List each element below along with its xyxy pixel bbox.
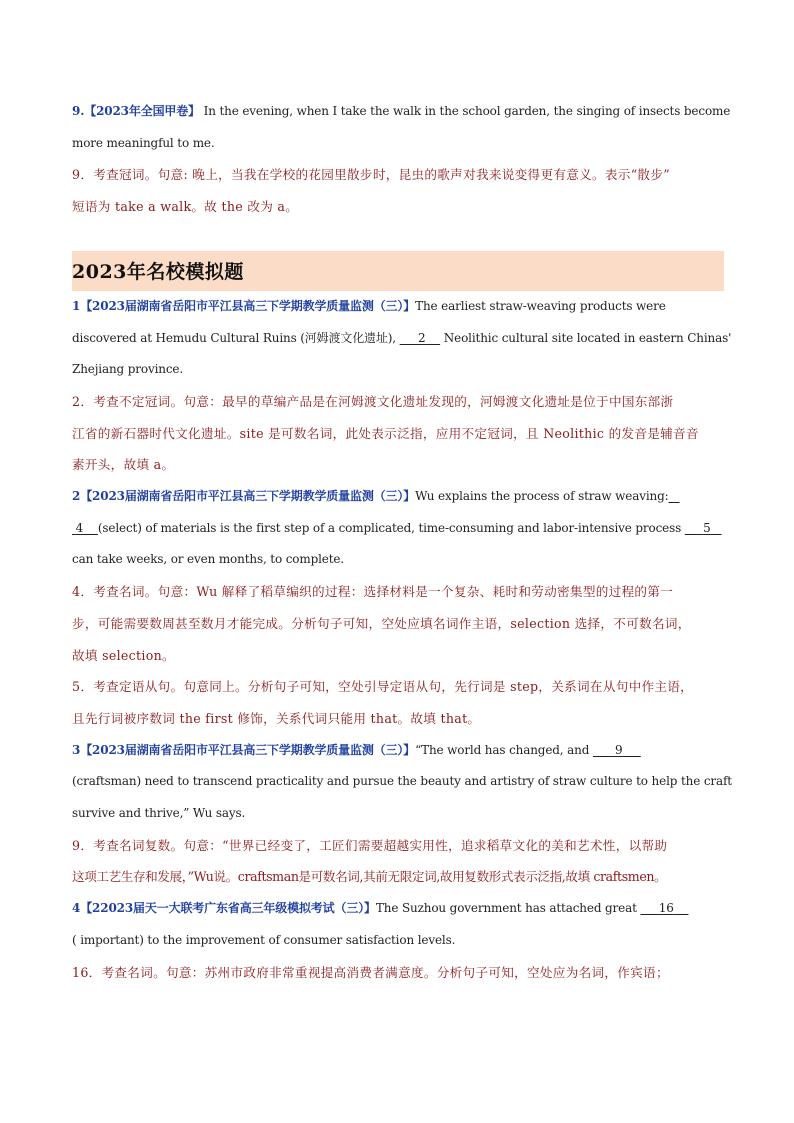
question-text: “The world has changed, and (415, 742, 590, 757)
question-text: Wu explains the process of straw weaving: (415, 489, 669, 504)
answer-blank: 16 (658, 901, 674, 916)
question-text: Neolithic cultural site located in eastern Chinas' (440, 330, 732, 345)
question-source: 1【2023届湖南省岳阳市平江县高三下学期教学质量监测（三）】 (72, 298, 416, 313)
question-3-line-3: survive and thrive,” Wu says. (72, 806, 246, 821)
question-1-line-1 (72, 291, 724, 323)
question-source: 9.【2023年全国甲卷】 (72, 104, 200, 118)
document-page (72, 96, 732, 988)
answer-4-line-1: 4．考查名词。句意：Wu 解释了稻草编织的过程：选择材料是一个复杂、耗时和劳动密集型的过程的第一 (72, 584, 674, 600)
question-source: 4【22023届天一大联考广东省高三年级模拟考试（三）】 (72, 901, 376, 916)
answer-blank: 4 (75, 520, 84, 535)
section-banner (72, 251, 724, 291)
answer-9b-line-1: 9．考查名词复数。句意：“世界已经变了，工匠们需要超越实用性，追求稻草文化的美和艺术性，以帮助 (72, 837, 668, 853)
question-text: The Suzhou government has attached great (375, 901, 637, 916)
answer-4-line-2: 步，可能需要数周甚至数月才能完成。分析句子可知，空处应填名词作主语，selection 选择，不可数名词， (72, 615, 691, 631)
question-3-line-1 (72, 735, 724, 767)
question-text: The earliest straw-weaving products were (415, 298, 666, 313)
question-9-line-1 (72, 96, 731, 128)
answer-2-line-2: 江省的新石器时代文化遗址。site 是可数名词，此处表示泛指，应用不定冠词，且 Neolithic 的发音是辅音音 (72, 425, 699, 441)
answer-16-line-1: 16．考查名词。句意：苏州市政府非常重视提高消费者满意度。分析句子可知，空处应为名词，作宾语； (72, 964, 669, 980)
answer-blank: 2 (417, 330, 426, 345)
answer-blank-lead (669, 489, 680, 503)
spacer (72, 223, 724, 251)
answer-5-line-2: 且先行词被序数词 the first 修饰，关系代词只能用 that。故填 that。 (72, 710, 481, 726)
question-4-line-1 (72, 893, 724, 925)
question-4-line-2: ( important) to the improvement of consumer satisfaction levels. (72, 932, 456, 947)
answer-9b-line-2: 这项工艺生存和发展，”Wu说。craftsman是可数名词,其前无限定词,故用复数形式表示泛指,故填 craftsmen。 (72, 869, 667, 885)
question-9-line-2: more meaningful to me. (72, 135, 215, 150)
question-1-line-3: Zhejiang province. (72, 362, 184, 377)
answer-9-line-1: 9．考查冠词。句意: 晚上，当我在学校的花园里散步时，昆虫的歌声对我来说变得更有意义。表示“散步” (72, 167, 670, 183)
section-title: 2023年名校模拟题 (72, 261, 244, 284)
question-text: In the evening, when I take the walk in the school garden, the singing of insects become (199, 104, 731, 118)
question-text: discovered at Hemudu Cultural Ruins (河姆渡文化遗址), (72, 330, 396, 345)
answer-blank: 9 (614, 742, 623, 757)
answer-blank: 5 (703, 520, 711, 535)
question-1-line-2 (72, 323, 732, 355)
question-2-line-3: can take weeks, or even months, to complete. (72, 552, 345, 567)
question-source: 3【2023届湖南省岳阳市平江县高三下学期教学质量监测（三）】 (72, 742, 416, 757)
question-text: (select) of materials is the first step of a complicated, time-consuming and labor-intensive process (97, 520, 682, 535)
question-2-line-1 (72, 481, 724, 513)
question-source: 2【2023届湖南省岳阳市平江县高三下学期教学质量监测（三）】 (72, 489, 416, 504)
question-3-line-2: (craftsman) need to transcend practicality and pursue the beauty and artistry of straw culture to help the craft (72, 774, 732, 789)
answer-5-line-1: 5．考查定语从句。句意同上。分析句子可知，空处引导定语从句，先行词是 step，关系词在从句中作主语， (72, 679, 694, 695)
answer-2-line-1: 2．考查不定冠词。句意：最早的草编产品是在河姆渡文化遗址发现的，河姆渡文化遗址是位于中国东部浙 (72, 393, 674, 409)
answer-2-line-3: 素开头，故填 a。 (72, 457, 175, 473)
answer-9-line-2: 短语为 take a walk。故 the 改为 a。 (72, 199, 299, 215)
question-2-line-2 (72, 513, 724, 545)
answer-4-line-3: 故填 selection。 (72, 647, 175, 663)
